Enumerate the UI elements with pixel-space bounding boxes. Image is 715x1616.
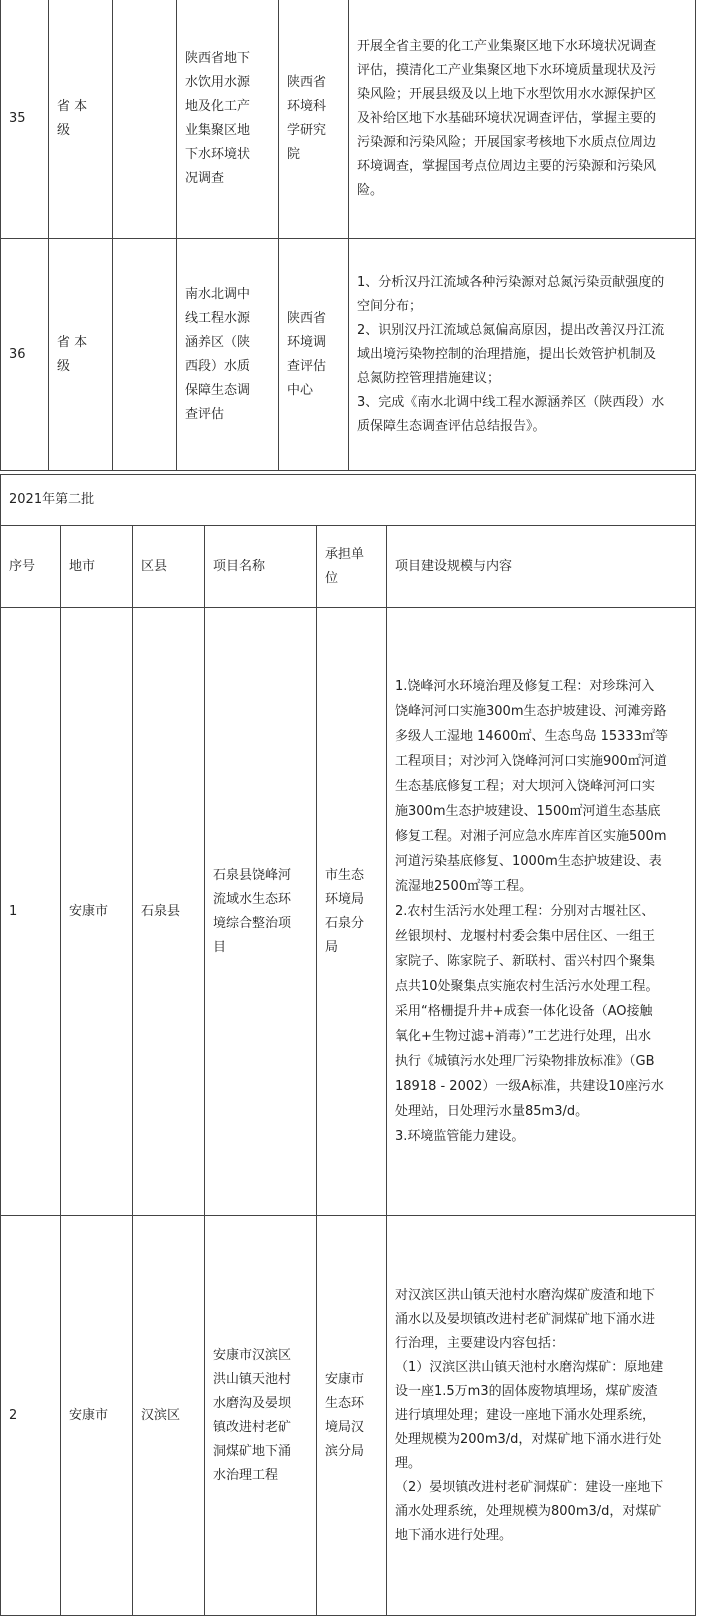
header-name: 项目名称: [205, 526, 317, 608]
header-row: [1, 526, 696, 608]
table-row: [1, 239, 696, 471]
county-cell: 石泉县: [133, 608, 205, 1216]
city-cell: 安康市: [61, 1216, 133, 1616]
row-number: 36: [1, 239, 49, 471]
project-name: 安康市汉滨区 洪山镇天池村 水磨沟及晏坝 镇改进村老矿 洞煤矿地下涌 水治理工程: [205, 1216, 317, 1616]
row-number: 2: [1, 1216, 61, 1616]
header-county: 区县: [133, 526, 205, 608]
project-content: 对汉滨区洪山镇天池村水磨沟煤矿废渣和地下 涌水以及晏坝镇改进村老矿洞煤矿地下涌水进 行治理，主要建设内容包括： （1）汉滨区洪山镇天池村水磨沟煤矿：原地建 设一座1.5万m3的固体废物填埋场，煤矿废渣 进行填埋处理；建设一座地下涌水处理系统， 处理规模为200m3/d，对煤矿地下涌水进行处 理。 （2）晏坝镇改进村老矿洞煤矿：建设一座地下 涌水处理系统，处理规模为800m3/d，对煤矿 地下涌水进行处理。: [387, 1216, 696, 1616]
table-provincial-projects: [0, 0, 696, 471]
undertaking-unit: 陕西省 环境调 查评估 中心: [279, 239, 349, 471]
table-row: [1, 1216, 696, 1616]
header-unit: 承担单 位: [317, 526, 387, 608]
header-no: 序号: [1, 526, 61, 608]
row-number: 35: [1, 0, 49, 239]
table-row: [1, 0, 696, 239]
county-cell: 汉滨区: [133, 1216, 205, 1616]
undertaking-unit: 安康市 生态环 境局汉 滨分局: [317, 1216, 387, 1616]
county-cell: [113, 239, 177, 471]
admin-level: 省 本 级: [49, 239, 113, 471]
header-content: 项目建设规模与内容: [387, 526, 696, 608]
table-2021-second-batch: [0, 474, 696, 1616]
table-caption-row: [1, 475, 696, 526]
project-name: 南水北调中 线工程水源 涵养区（陕 西段）水质 保障生态调 查评估: [177, 239, 279, 471]
undertaking-unit: 市生态 环境局 石泉分 局: [317, 608, 387, 1216]
county-cell: [113, 0, 177, 239]
project-content: 1.饶峰河水环境治理及修复工程：对珍珠河入 饶峰河河口实施300m生态护坡建设、河滩旁路 多级人工湿地 14600㎡、生态鸟岛 15333㎡等 工程项目；对沙河入饶峰河河口实施900㎡河道 生态基底修复工程；对大坝河入饶峰河河口实 施300m生态护坡建设、1500㎡河道生态基底 修复工程。对湘子河应急水库库首区实施500m 河道污染基底修复、1000m生态护坡建设、表 流湿地2500㎡等工程。 2.农村生活污水处理工程：分别对古堰社区、 丝银坝村、龙堰村村委会集中居住区、一组王 家院子、陈家院子、新联村、雷兴村四个聚集 点共10处聚集点实施农村生活污水处理工程。 采用“格栅提升井+成套一体化设备（AO接触 氧化+生物过滤+消毒）”工艺进行处理，出水 执行《城镇污水处理厂污染物排放标准》（GB 18918 - 2002）一级A标准，共建设10座污水 处理站，日处理污水量85m3/d。 3.环境监管能力建设。: [387, 608, 696, 1216]
batch-caption: 2021年第二批: [1, 475, 696, 526]
admin-level: 省 本 级: [49, 0, 113, 239]
header-city: 地市: [61, 526, 133, 608]
project-name: 石泉县饶峰河 流域水生态环 境综合整治项 目: [205, 608, 317, 1216]
row-number: 1: [1, 608, 61, 1216]
project-content: 1、分析汉丹江流域各种污染源对总氮污染贡献强度的 空间分布； 2、识别汉丹江流域总氮偏高原因，提出改善汉丹江流 域出境污染物控制的治理措施，提出长效管护机制及 总氮防控管理措施建议； 3、完成《南水北调中线工程水源涵养区（陕西段）水 质保障生态调查评估总结报告》。: [349, 239, 696, 471]
project-name: 陕西省地下 水饮用水源 地及化工产 业集聚区地 下水环境状 况调查: [177, 0, 279, 239]
table-row: [1, 608, 696, 1216]
city-cell: 安康市: [61, 608, 133, 1216]
project-content: 开展全省主要的化工产业集聚区地下水环境状况调查 评估，摸清化工产业集聚区地下水环境质量现状及污 染风险；开展县级及以上地下水型饮用水水源保护区 及补给区地下水基础环境状况调查评估，掌握主要的 污染源和污染风险；开展国家考核地下水质点位周边 环境调查，掌握国考点位周边主要的污染源和污染风 险。: [349, 0, 696, 239]
undertaking-unit: 陕西省 环境科 学研究 院: [279, 0, 349, 239]
